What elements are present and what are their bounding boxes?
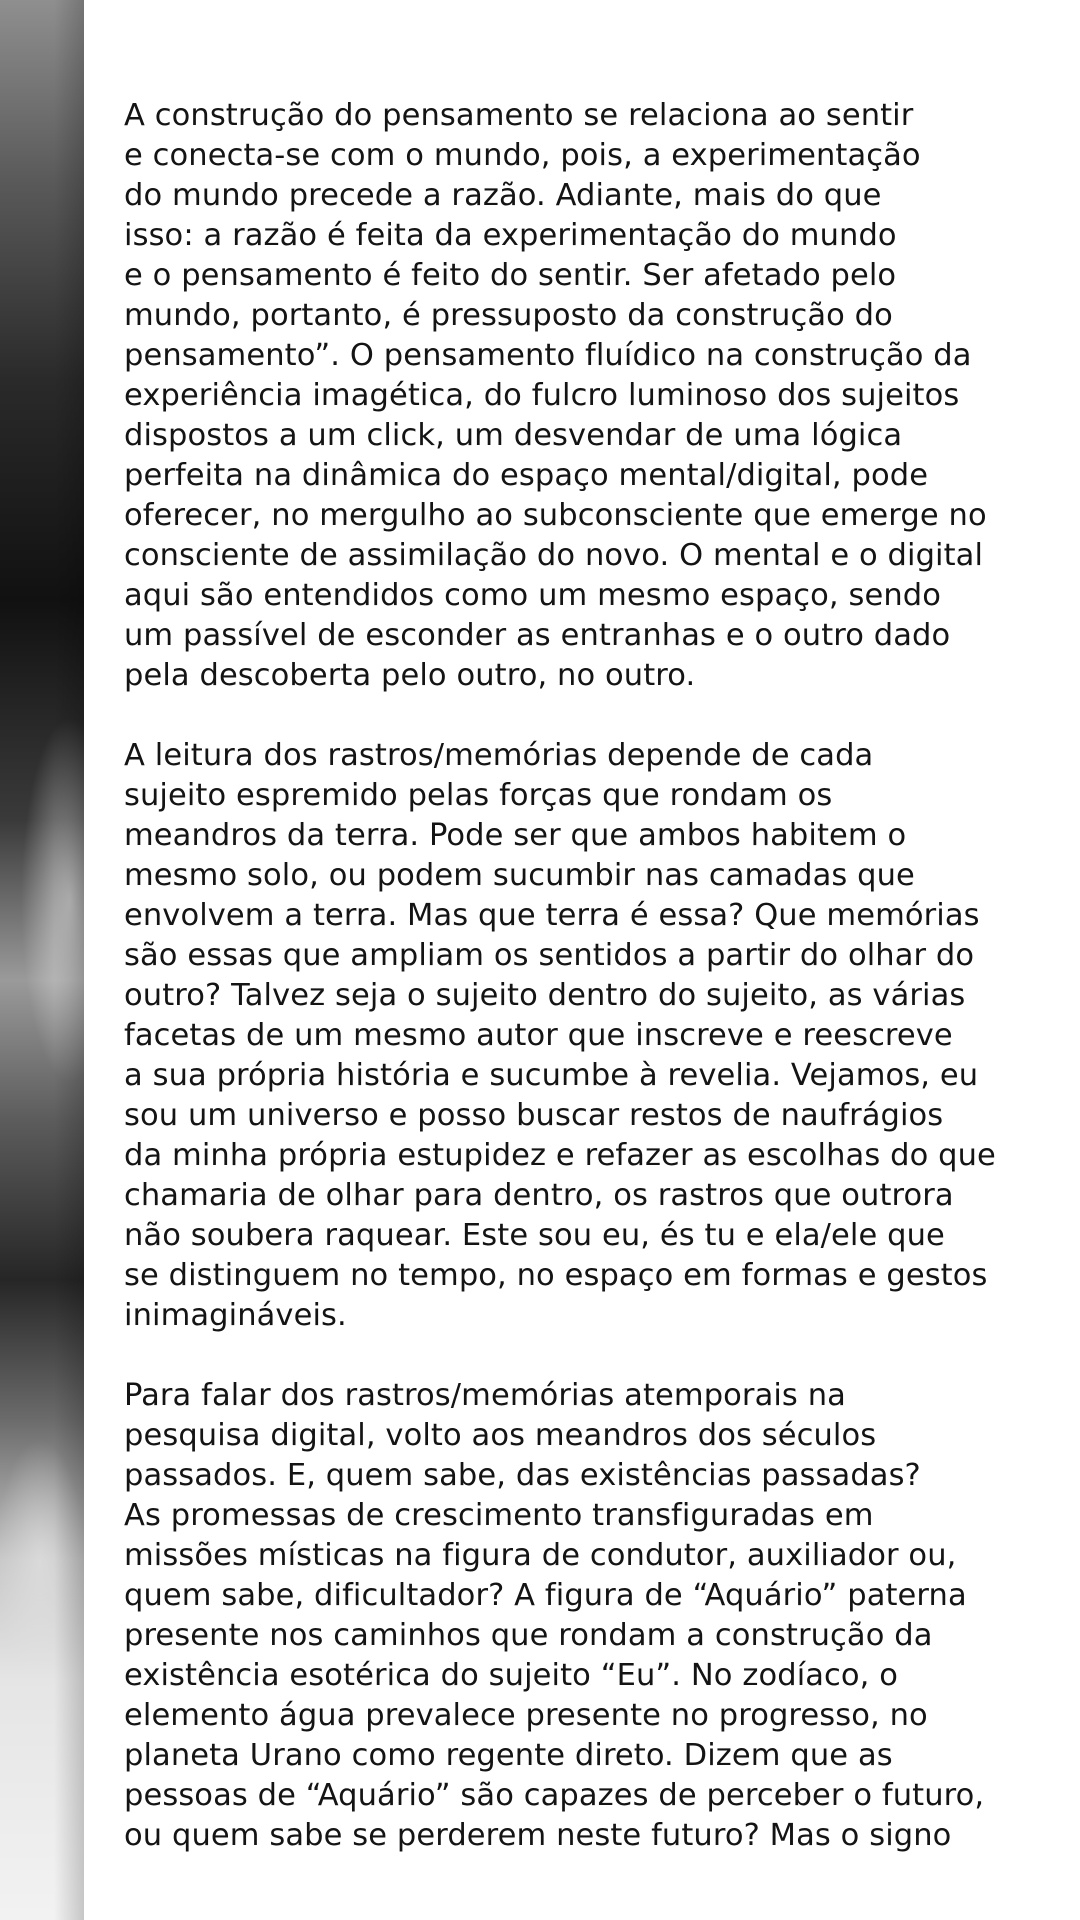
paragraph-1: A construção do pensamento se relaciona ao sentir e conecta-se com o mundo, pois, a experimentação do mundo precede a razão. Adiante, mais do que isso: a razão é feita da experimentação do mundo e o pensamento é feito do sentir. Ser afetado pelo mundo, portanto, é pressuposto da construção do pensamento”. O pensamento fluídico na construção da experiência imagética, do fulcro luminoso dos sujeitos dispostos a um click, um desvendar de uma lógica perfeita na dinâmica do espaço mental/digital, pode oferecer, no mergulho ao subconsciente que emerge no consciente de assimilação do novo. O mental e o digital aqui são entendidos como um mesmo espaço, sendo um passível de esconder as entranhas e o outro dado pela descoberta pelo outro, no outro. bbox=[124, 98, 987, 693]
paragraph-2: A leitura dos rastros/memórias depende de cada sujeito espremido pelas forças que rondam os meandros da terra. Pode ser que ambos habitem o mesmo solo, ou podem sucumbir nas camadas que envolvem a terra. Mas que terra é essa? Que memórias são essas que ampliam os sentidos a partir do olhar do outro? Talvez seja o sujeito dentro do sujeito, as várias facetas de um mesmo autor que inscreve e reescreve a sua própria história e sucumbe à revelia. Vejamos, eu sou um universo e posso buscar restos de naufrágios da minha própria estupidez e refazer as escolhas do que chamaria de olhar para dentro, os rastros que outrora não soubera raquear. Este sou eu, és tu e ela/ele que se distinguem no tempo, no espaço em formas e gestos inimagináveis. bbox=[124, 738, 996, 1333]
paragraph-3: Para falar dos rastros/memórias atemporais na pesquisa digital, volto aos meandros dos séculos passados. E, quem sabe, das existências passadas? As promessas de crescimento transfiguradas em missões místicas na figura de condutor, auxiliador ou, quem sabe, dificultador? A figura de “Aquário” paterna presente nos caminhos que rondam a construção da existência esotérica do sujeito “Eu”. No zodíaco, o elemento água prevalece presente no progresso, no planeta Urano como regente direto. Dizem que as pessoas de “Aquário” são capazes de perceber o futuro, ou quem sabe se perderem neste futuro? Mas o signo bbox=[124, 1378, 985, 1853]
body-text bbox=[124, 96, 1034, 1856]
side-photo-strip bbox=[0, 0, 84, 1920]
